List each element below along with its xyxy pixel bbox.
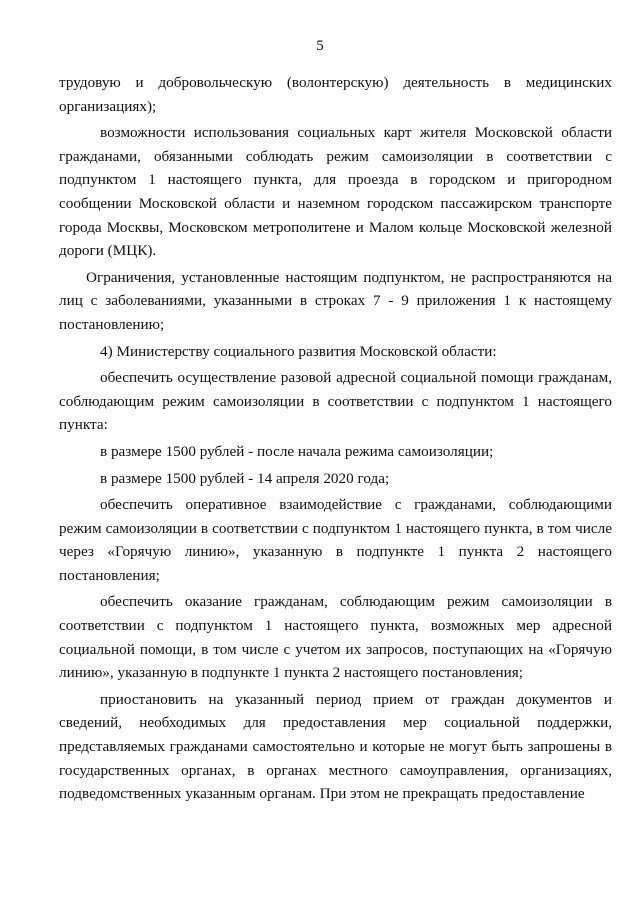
paragraph-social-cards: возможности использования социальных карт жителя Московской области гражданами, обязанными соблюдать режим самоизоляции в соответствии с подпунктом 1 настоящего пункта, для проезда в городском и пригородном сообщении Московской области и наземном городском пассажирском транспорте города Москвы, Московском метрополитене и Малом кольце Московской железной дороги (МЦК). — [59, 124, 612, 260]
paragraph-hotline-interaction: обеспечить оперативное взаимодействие с гражданами, соблюдающими режим самоизоляции в соответствии с подпунктом 1 настоящего пункта, в том числе через «Горячую линию», указанную в подпункте 1 пункта 2 настоящего постановления; — [59, 496, 612, 584]
paragraph-social-assistance: обеспечить осуществление разовой адресной социальной помощи гражданам, соблюдающим режим самоизоляции в соответствии с подпунктом 1 настоящего пункта: — [59, 369, 612, 434]
paragraph-payment-2: в размере 1500 рублей - 14 апреля 2020 года; — [100, 469, 390, 487]
paragraph-ministry-heading: 4) Министерству социального развития Московской области: — [100, 342, 497, 360]
document-body — [59, 71, 612, 806]
paragraph-suspend-reception: приостановить на указанный период прием от граждан документов и сведений, необходимых для предоставления мер социальной поддержки, представляемых гражданами самостоятельно и которые не могут быть запрошены в государственных органах, в органах местного самоуправления, организациях, подведомственных указанным органам. При этом не прекращать предоставление — [59, 690, 612, 803]
page-number: 5 — [316, 38, 324, 54]
paragraph-restrictions: Ограничения, установленные настоящим подпунктом, не распространяются на лиц с заболеваниями, указанными в строках 7 - 9 приложения 1 к настоящему постановлению; — [59, 268, 612, 333]
paragraph-assistance-measures: обеспечить оказание гражданам, соблюдающим режим самоизоляции в соответствии с подпунктом 1 настоящего пункта, возможных мер адресной социальной помощи, в том числе с учетом их запросов, поступающих на «Горячую линию», указанную в подпункте 1 пункта 2 настоящего постановления; — [59, 593, 612, 682]
paragraph-continuation: трудовую и добровольческую (волонтерскую) деятельность в медицинских организациях); — [59, 74, 612, 115]
paragraph-payment-1: в размере 1500 рублей - после начала режима самоизоляции; — [100, 442, 494, 460]
